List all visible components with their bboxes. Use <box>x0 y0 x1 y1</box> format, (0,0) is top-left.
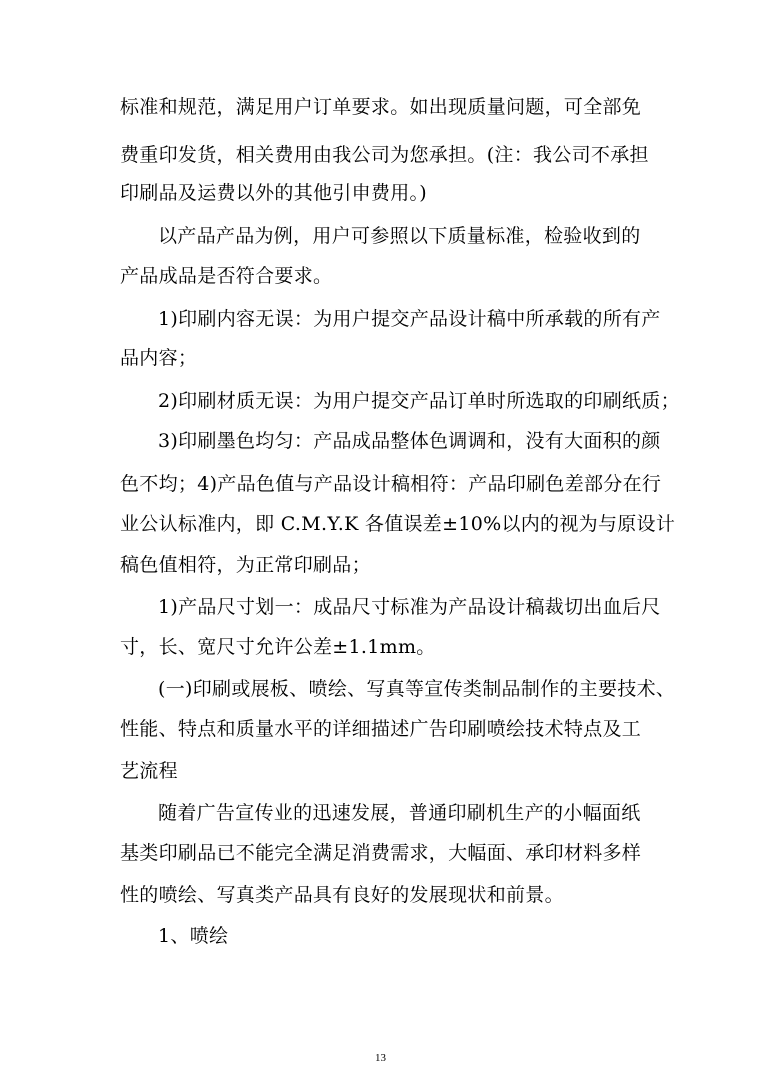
text-line-2: 费重印发货，相关费用由我公司为您承担。(注：我公司不承担 <box>120 144 649 166</box>
text-line-19: 基类印刷品已不能完全满足消费需求，大幅面、承印材料多样 <box>120 842 642 864</box>
text-line-7: 品内容； <box>120 347 198 369</box>
text-line-10: 色不均；4)产品色值与产品设计稿相符：产品印刷色差部分在行 <box>120 473 662 495</box>
text-line-12: 稿色值相符，为正常印刷品； <box>120 554 371 576</box>
text-line-13: 1)产品尺寸划一：成品尺寸标准为产品设计稿裁切出血后尺 <box>158 596 661 618</box>
text-line-1: 标准和规范，满足用户订单要求。如出现质量问题，可全部免 <box>120 96 642 118</box>
text-line-5: 产品成品是否符合要求。 <box>120 265 333 287</box>
text-line-6: 1)印刷内容无误：为用户提交产品设计稿中所承载的所有产 <box>158 308 661 330</box>
text-line-8: 2)印刷材质无误：为用户提交产品订单时所选取的印刷纸质； <box>158 390 680 412</box>
text-line-3: 印刷品及运费以外的其他引申费用。) <box>120 182 428 204</box>
text-line-9: 3)印刷墨色均匀：产品成品整体色调调和，没有大面积的颜 <box>158 430 661 452</box>
text-line-20: 性的喷绘、写真类产品具有良好的发展现状和前景。 <box>120 884 564 906</box>
text-line-17: 艺流程 <box>120 760 178 782</box>
text-line-15: (一)印刷或展板、喷绘、写真等宣传类制品制作的主要技术、 <box>158 678 676 700</box>
text-line-14: 寸，长、宽尺寸允许公差±1.1mm。 <box>120 636 436 658</box>
text-line-18: 随着广告宣传业的迅速发展，普通印刷机生产的小幅面纸 <box>158 802 641 824</box>
text-line-4: 以产品产品为例，用户可参照以下质量标准，检验收到的 <box>158 225 641 247</box>
text-line-21: 1、喷绘 <box>158 925 229 947</box>
text-line-11: 业公认标准内，即 C.M.Y.K 各值误差±10%以内的视为与原设计 <box>120 513 676 535</box>
page-number: 13 <box>375 1052 386 1064</box>
text-line-16: 性能、特点和质量水平的详细描述广告印刷喷绘技术特点及工 <box>120 718 642 740</box>
